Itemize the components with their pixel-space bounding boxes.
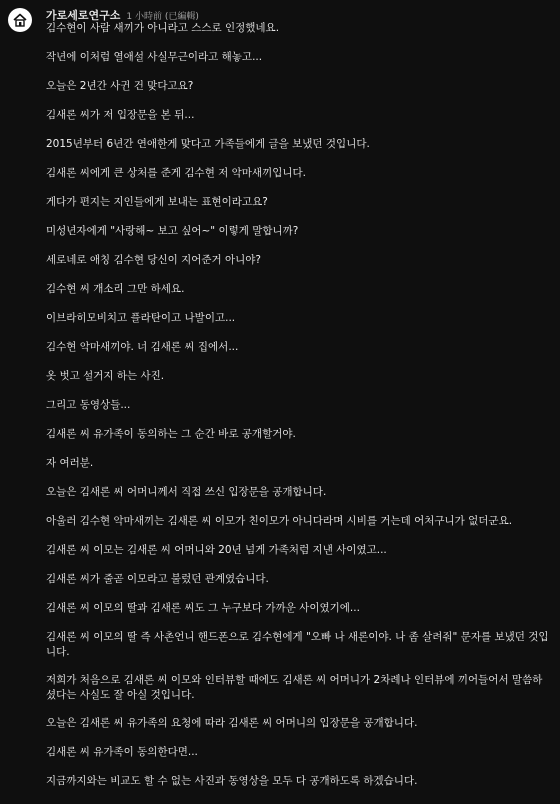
post-line: 이브라히모비치고 플라탄이고 나발이고... bbox=[46, 312, 236, 324]
post-line: 저희가 처음으로 김새론 씨 이모와 인터뷰할 때에도 김새론 씨 어머니가 2차례나 인터뷰에 끼어들어서 말씀하셨다는 사실도 잘 아실 것입니다. bbox=[46, 674, 543, 701]
post-line: 아울러 김수현 악마새끼는 김새론 씨 이모가 친이모가 아니다라며 시비를 거는데 어처구니가 없더군요. bbox=[46, 515, 513, 527]
post-line: 오늘은 2년간 사귄 건 맞다고요? bbox=[46, 80, 194, 92]
post-line: 자 여러분. bbox=[46, 457, 94, 469]
post-line: 지금까지와는 비교도 할 수 없는 사진과 동영상을 모두 다 공개하도록 하겠습니다. bbox=[46, 775, 418, 787]
post-line: 오늘은 김새론 씨 어머니께서 직접 쓰신 입장문을 공개합니다. bbox=[46, 486, 327, 498]
post-line: 김새론 씨 유가족이 동의한다면... bbox=[46, 746, 198, 758]
post-line: 2015년부터 6년간 연애한게 맞다고 가족들에게 글을 보냈던 것입니다. bbox=[46, 138, 370, 150]
post-line: 김수현 씨 개소리 그만 하세요. bbox=[46, 283, 185, 295]
post-line: 작년에 이처럼 열애설 사실무근이라고 해놓고... bbox=[46, 51, 263, 63]
house-logo-icon bbox=[12, 12, 28, 28]
post-line: 옷 벗고 설거지 하는 사진. bbox=[46, 370, 165, 382]
post-line: 김새론 씨 이모는 김새론 씨 어머니와 20년 넘게 가족처럼 지낸 사이였고... bbox=[46, 544, 387, 556]
post-line: 그리고 동영상들... bbox=[46, 399, 131, 411]
author-name[interactable]: 가로세로연구소 bbox=[46, 9, 121, 22]
post-line: 게다가 편지는 지인들에게 보내는 표현이라고요? bbox=[46, 196, 268, 208]
post-line: 김수현이 사람 새끼가 아니라고 스스로 인정했네요. bbox=[46, 22, 280, 34]
post-line: 미성년자에게 "사랑해~ 보고 싶어~" 이렇게 말합니까? bbox=[46, 225, 299, 237]
post-line: 김새론 씨 이모의 딸과 김새론 씨도 그 누구보다 가까운 사이였기에... bbox=[46, 602, 360, 614]
post-line: 세로네로 애칭 김수현 당신이 지어준거 아니야? bbox=[46, 254, 261, 266]
post-line: 김새론 씨가 줄곧 이모라고 불렀던 관계였습니다. bbox=[46, 573, 269, 585]
post-line: 김새론 씨 유가족이 동의하는 그 순간 바로 공개할거야. bbox=[46, 428, 296, 440]
post-line: 김새론 씨가 저 입장문을 본 뒤... bbox=[46, 109, 195, 121]
post-line: 김새론 씨에게 큰 상처를 준게 김수현 저 악마새끼입니다. bbox=[46, 167, 306, 179]
post-line: 김새론 씨 이모의 딸 즉 사촌언니 핸드폰으로 김수현에게 "오빠 나 새론이야. 나 좀 살려줘" 문자를 보냈던 것입니다. bbox=[46, 631, 549, 658]
channel-avatar[interactable] bbox=[8, 8, 32, 32]
post-body bbox=[46, 21, 552, 789]
post-line: 김수현 악마새끼야. 너 김새론 씨 집에서... bbox=[46, 341, 239, 353]
post-timestamp[interactable]: 1 小時前 (已編輯) bbox=[126, 12, 199, 22]
post-line: 오늘은 김새론 씨 유가족의 요청에 따라 김새론 씨 어머니의 입장문을 공개합니다. bbox=[46, 717, 418, 729]
